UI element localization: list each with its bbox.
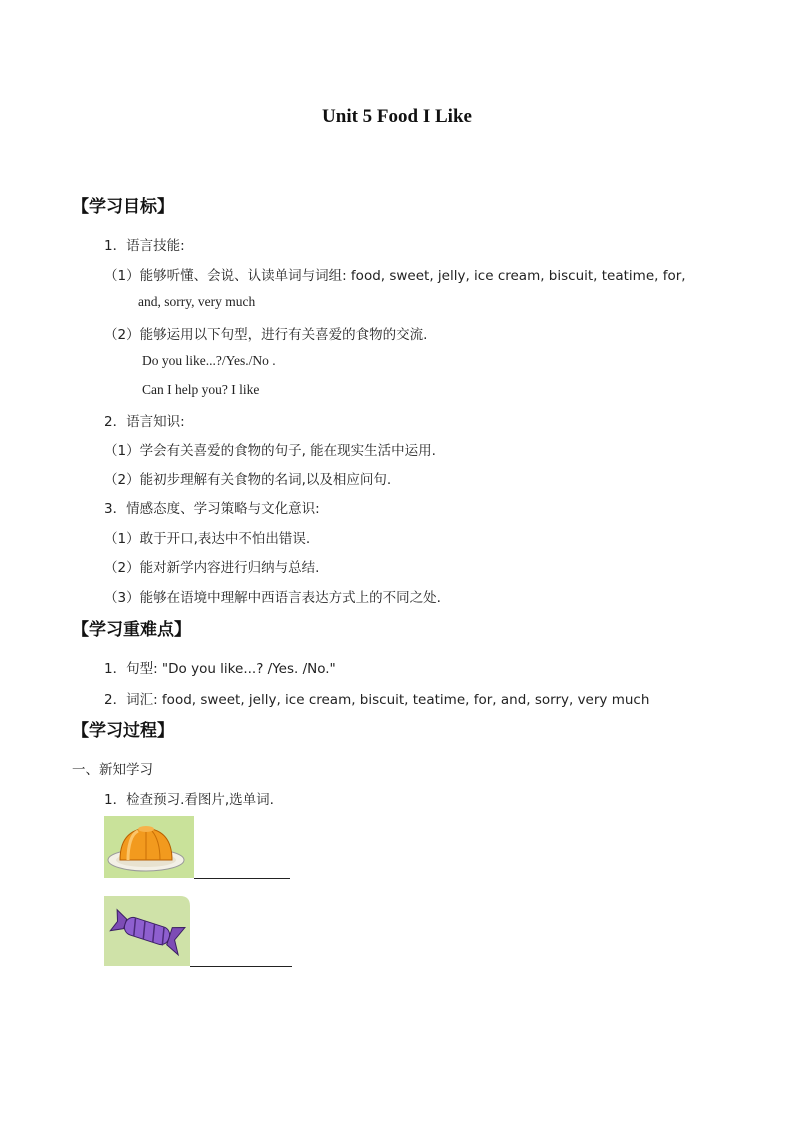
goal-item-3: 3．情感态度、学习策略与文化意识: <box>104 501 320 517</box>
goal-item-3-3: （3）能够在语境中理解中西语言表达方式上的不同之处. <box>104 590 441 606</box>
goal-item-1-1a: （1）能够听懂、会说、认读单词与词组: food, sweet, jelly, ice cream, biscuit, teatime, for, <box>104 268 686 284</box>
goal-item-1-2-sentence-2: Can I help you? I like <box>142 382 260 397</box>
process-section-1: 一、新知学习 <box>72 762 153 778</box>
process-heading: 【学习过程】 <box>72 721 174 741</box>
goal-item-2-1: （1）学会有关喜爱的食物的句子, 能在现实生活中运用. <box>104 443 436 459</box>
goal-item-3-1: （1）敢于开口,表达中不怕出错误. <box>104 531 311 547</box>
goal-item-1-2-sentence-1: Do you like...?/Yes./No . <box>142 353 276 368</box>
keypoint-item-1: 1．句型: "Do you like...? /Yes. /No." <box>104 661 336 677</box>
jelly-icon <box>104 816 194 878</box>
goal-item-2-2: （2）能初步理解有关食物的名词,以及相应问句. <box>104 472 392 488</box>
goals-heading: 【学习目标】 <box>72 197 174 217</box>
keypoints-heading: 【学习重难点】 <box>72 620 191 640</box>
goal-item-1: 1．语言技能: <box>104 238 185 254</box>
goal-item-2: 2．语言知识: <box>104 414 185 430</box>
sweet-candy-icon <box>104 896 190 966</box>
process-step-1: 1．检查预习.看图片,选单词. <box>104 792 274 808</box>
page-title: Unit 5 Food I Like <box>322 106 472 127</box>
goal-item-3-2: （2）能对新学内容进行归纳与总结. <box>104 560 320 576</box>
answer-blank-1[interactable] <box>194 878 290 879</box>
goal-item-1-1b: and, sorry, very much <box>138 294 256 309</box>
answer-blank-2[interactable] <box>190 966 292 967</box>
keypoint-item-2: 2．词汇: food, sweet, jelly, ice cream, biscuit, teatime, for, and, sorry, very much <box>104 692 650 708</box>
goal-item-1-2: （2）能够运用以下句型，进行有关喜爱的食物的交流. <box>104 327 428 343</box>
